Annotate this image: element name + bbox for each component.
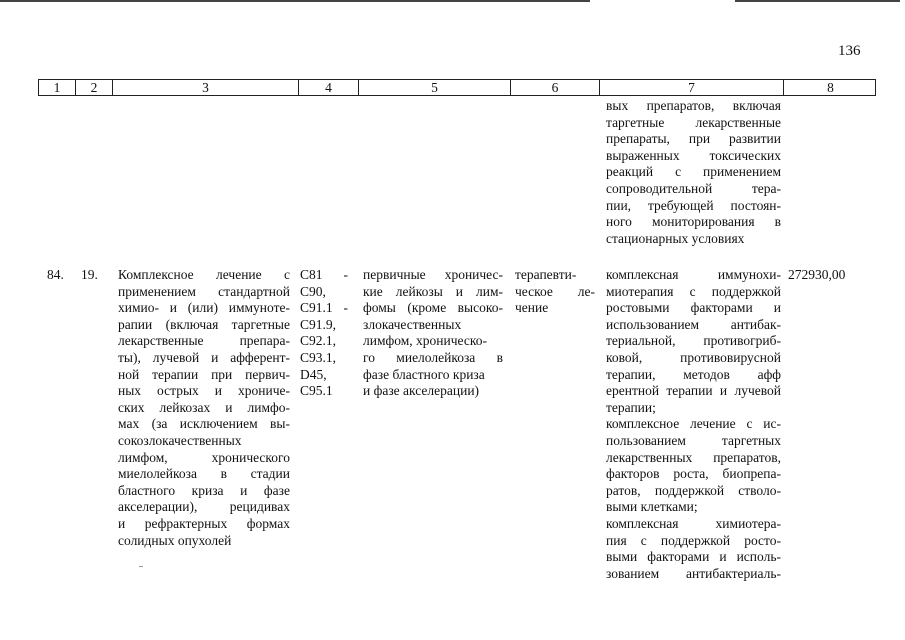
text-line: стационарных условиях: [606, 230, 745, 246]
group-number: 19.: [81, 267, 98, 282]
header-cell-2: 2: [76, 80, 113, 95]
text-line: C81 -: [300, 267, 348, 282]
text-line: C92.1,: [300, 333, 337, 349]
text-line: реакций с применением: [606, 164, 781, 180]
text-line: пия с поддержкой росто-: [606, 532, 781, 548]
header-cell-5: 5: [359, 80, 511, 95]
text-line: зованием антибактериаль-: [606, 565, 781, 581]
text-line: терапевти-: [515, 267, 577, 282]
text-line: ратов, поддержкой стволо-: [606, 482, 781, 498]
text-line: териальной, противогриб-: [606, 333, 781, 349]
text-line: бластного криза и фазе: [118, 482, 290, 498]
text-line: злокачественных: [363, 316, 462, 332]
header-cell-7: 7: [600, 80, 784, 95]
header-cell-1: 1: [39, 80, 76, 95]
text-line: применением стандартной: [118, 283, 290, 299]
text-line: Комплексное лечение с: [118, 267, 290, 282]
text-line: акселерации), рецидивах: [118, 499, 290, 515]
text-line: ной терапии при первич-: [118, 366, 290, 382]
text-line: терапии, методов афф: [606, 366, 781, 382]
text-line: кие лейкозы и лим-: [363, 283, 503, 299]
text-line: сокозлокачественных: [118, 432, 242, 448]
header-cell-6: 6: [511, 80, 600, 95]
text-line: чение: [515, 300, 549, 316]
text-line: миелолейкоза в стадии: [118, 466, 290, 482]
top-rule-left: [0, 0, 590, 2]
text-line: и рефрактерных формах: [118, 515, 290, 531]
treatment-type-text: [515, 267, 595, 317]
text-line: D45,: [300, 366, 327, 382]
text-line: комплексная иммунохи-: [606, 267, 781, 282]
text-line: C95.1: [300, 383, 333, 399]
text-line: миотерапия с поддержкой: [606, 283, 781, 299]
text-line: выраженных токсических: [606, 147, 781, 163]
text-line: лекарственные препара-: [118, 333, 290, 349]
text-line: ростовыми факторами и: [606, 300, 781, 316]
text-line: использованием антибак-: [606, 316, 781, 332]
text-line: го миелолейкоза в: [363, 349, 503, 365]
icd-codes: [300, 267, 348, 400]
text-line: пользованием таргетных: [606, 432, 781, 448]
text-line: выми клетками;: [606, 499, 698, 515]
text-line: ты), лучевой и афферент-: [118, 349, 290, 365]
text-line: вых препаратов, включая: [606, 98, 781, 113]
top-rule-right: [735, 0, 900, 2]
text-line: пии, требующей постоян-: [606, 197, 781, 213]
text-line: ских лейкозах и лимфо-: [118, 399, 290, 415]
continuation-treatment-text: [606, 98, 781, 247]
text-line: и фазе акселерации): [363, 383, 480, 399]
text-line: ерентной терапии и лучевой: [606, 383, 781, 399]
text-line: первичные хроничес-: [363, 267, 503, 282]
row-number: 84.: [47, 267, 64, 282]
scan-speck: [139, 566, 143, 567]
text-line: лимфом, хронического: [118, 449, 290, 465]
text-line: комплексное лечение с ис-: [606, 416, 781, 432]
text-line: солидных опухолей: [118, 532, 232, 548]
text-line: C91.1 -: [300, 300, 348, 316]
text-line: ковой, противовирусной: [606, 349, 781, 365]
text-line: лекарственных препаратов,: [606, 449, 781, 465]
tariff-amount: 272930,00: [788, 267, 846, 282]
text-line: терапии;: [606, 399, 656, 415]
text-line: ного мониторирования в: [606, 214, 781, 230]
text-line: выми факторами и исполь-: [606, 549, 781, 565]
treatment-method-text: [606, 267, 781, 582]
text-line: комплексная химиотера-: [606, 515, 781, 531]
header-cell-4: 4: [299, 80, 359, 95]
text-line: химио- и (или) иммуноте-: [118, 300, 290, 316]
patient-model-text: [363, 267, 503, 400]
care-type-text: [118, 267, 290, 549]
text-line: ных острых и хрониче-: [118, 383, 290, 399]
text-line: C90,: [300, 283, 326, 299]
text-line: лимфом, хроническо-: [363, 333, 487, 349]
text-line: фомы (кроме высоко-: [363, 300, 503, 316]
header-cell-8: 8: [827, 80, 834, 95]
text-line: фазе бластного криза: [363, 366, 485, 382]
text-line: сопроводительной тера-: [606, 180, 781, 196]
text-line: ческое ле-: [515, 283, 595, 299]
text-line: препараты, при развитии: [606, 131, 781, 147]
page-number: 136: [838, 43, 861, 59]
text-line: факторов роста, биопрепа-: [606, 466, 781, 482]
text-line: мах (за исключением вы-: [118, 416, 290, 432]
text-line: рапии (включая таргетные: [118, 316, 290, 332]
text-line: C93.1,: [300, 349, 337, 365]
header-cell-3: 3: [113, 80, 299, 95]
text-line: C91.9,: [300, 316, 337, 332]
table-header-row: [38, 79, 876, 96]
text-line: таргетные лекарственные: [606, 114, 781, 130]
